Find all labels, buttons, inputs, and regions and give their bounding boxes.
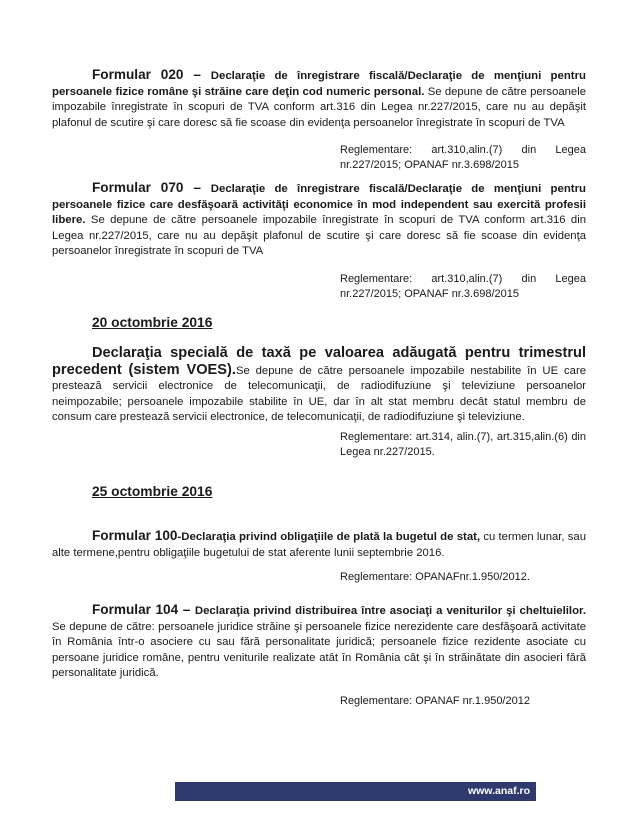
form-104-title: Formular 104 (92, 602, 179, 617)
form-020-subtitle: Declaraţie de înregistrare fiscală/Declaraţie de menţiuni pentru persoanele fizice române şi străine care deţin cod numeric personal. (52, 70, 586, 98)
form-070-subtitle: Declaraţie de înregistrare fiscală/Declaraţie de menţiuni pentru persoanele fizice care desfăşoară activităţi economice în mod independent sau exercită profesii libere. (52, 183, 586, 226)
form-100-title: Formular 100 (92, 528, 178, 543)
footer-bar (175, 782, 536, 801)
voes-paragraph (52, 346, 586, 426)
footer-website-link[interactable]: www.anaf.ro (467, 785, 530, 797)
form-104-body: Se depune de către: persoanele juridice străine şi persoanele fizice nerezidente care desfăşoară activitate în România într-o asociere cu sau fără personalitate juridică; persoanele fizice rezidente asociate cu persoane juridice române, pentru veniturile realizate atât în România cât şi în străinătate din asocieri fără personalitate juridică. (52, 620, 586, 679)
form-104-subtitle: Declaraţia privind distribuirea între asociaţi a veniturilor şi cheltuielilor. (194, 605, 587, 617)
form-104-dash: – (178, 602, 195, 617)
form-020-paragraph (52, 67, 586, 131)
voes-regulation: Reglementare: art.314, alin.(7), art.315,alin.(6) din Legea nr.227/2015. (340, 431, 586, 458)
date-heading-25-oct: 25 octombrie 2016 (92, 484, 213, 499)
form-070-paragraph (52, 180, 586, 260)
voes-title: Declaraţia specială de taxă pe valoarea adăugată pentru trimestrul precedent (sistem VOES). (52, 345, 586, 378)
form-070-regulation: Reglementare: art.310,alin.(7) din Legea nr.227/2015; OPANAF nr.3.698/2015 (340, 273, 586, 300)
form-100-subtitle: -Declaraţia privind obligaţiile de plată la bugetul de stat, (177, 531, 481, 543)
form-100-paragraph (52, 528, 586, 561)
form-020-regulation: Reglementare: art.310,alin.(7) din Legea nr.227/2015; OPANAF nr.3.698/2015 (340, 144, 586, 171)
voes-body: Se depune de către persoanele impozabile nestabilite în UE care prestează servicii electronice de telecomunicaţii, de radiodifuziune şi televiziune persoanelor neimpozabile; persoanele impozabile stabilite în UE, dar în alt stat membru decât statul membru de consum care prestează servicii electronice, de telecomunicaţii, de radiodifuziune şi televiziune. (52, 364, 586, 423)
form-070-body: Se depune de către persoanele impozabile înregistrate în scopuri de TVA conform art.316 din Legea nr.227/2015, care nu au depăşit plafonul de scutire şi care doresc să fie scoase din evidenţa persoanelor înregistrate în scopuri de TVA (52, 214, 586, 257)
form-100-body: cu termen lunar, sau alte termene,pentru obligaţiile bugetului de stat aferente lunii septembrie 2016. (52, 531, 586, 559)
form-104-paragraph (52, 602, 586, 682)
form-020-title: Formular 020 (92, 67, 184, 82)
form-104-regulation: Reglementare: OPANAF nr.1.950/2012 (340, 695, 530, 707)
form-020-dash: – (183, 67, 211, 82)
form-020-body: Se depune de către persoanele impozabile înregistrate în scopuri de TVA conform art.316 din Legea nr.227/2015, care nu au depăşit plafonul de scutire şi care doresc să fie scoase din evidenţa persoanelor înregistrate în scopuri de TVA (52, 85, 586, 129)
form-070-title: Formular 070 (92, 180, 184, 195)
date-heading-20-oct: 20 octombrie 2016 (92, 315, 213, 330)
form-100-regulation: Reglementare: OPANAFnr.1.950/2012. (340, 571, 530, 583)
form-070-dash: – (183, 180, 211, 195)
